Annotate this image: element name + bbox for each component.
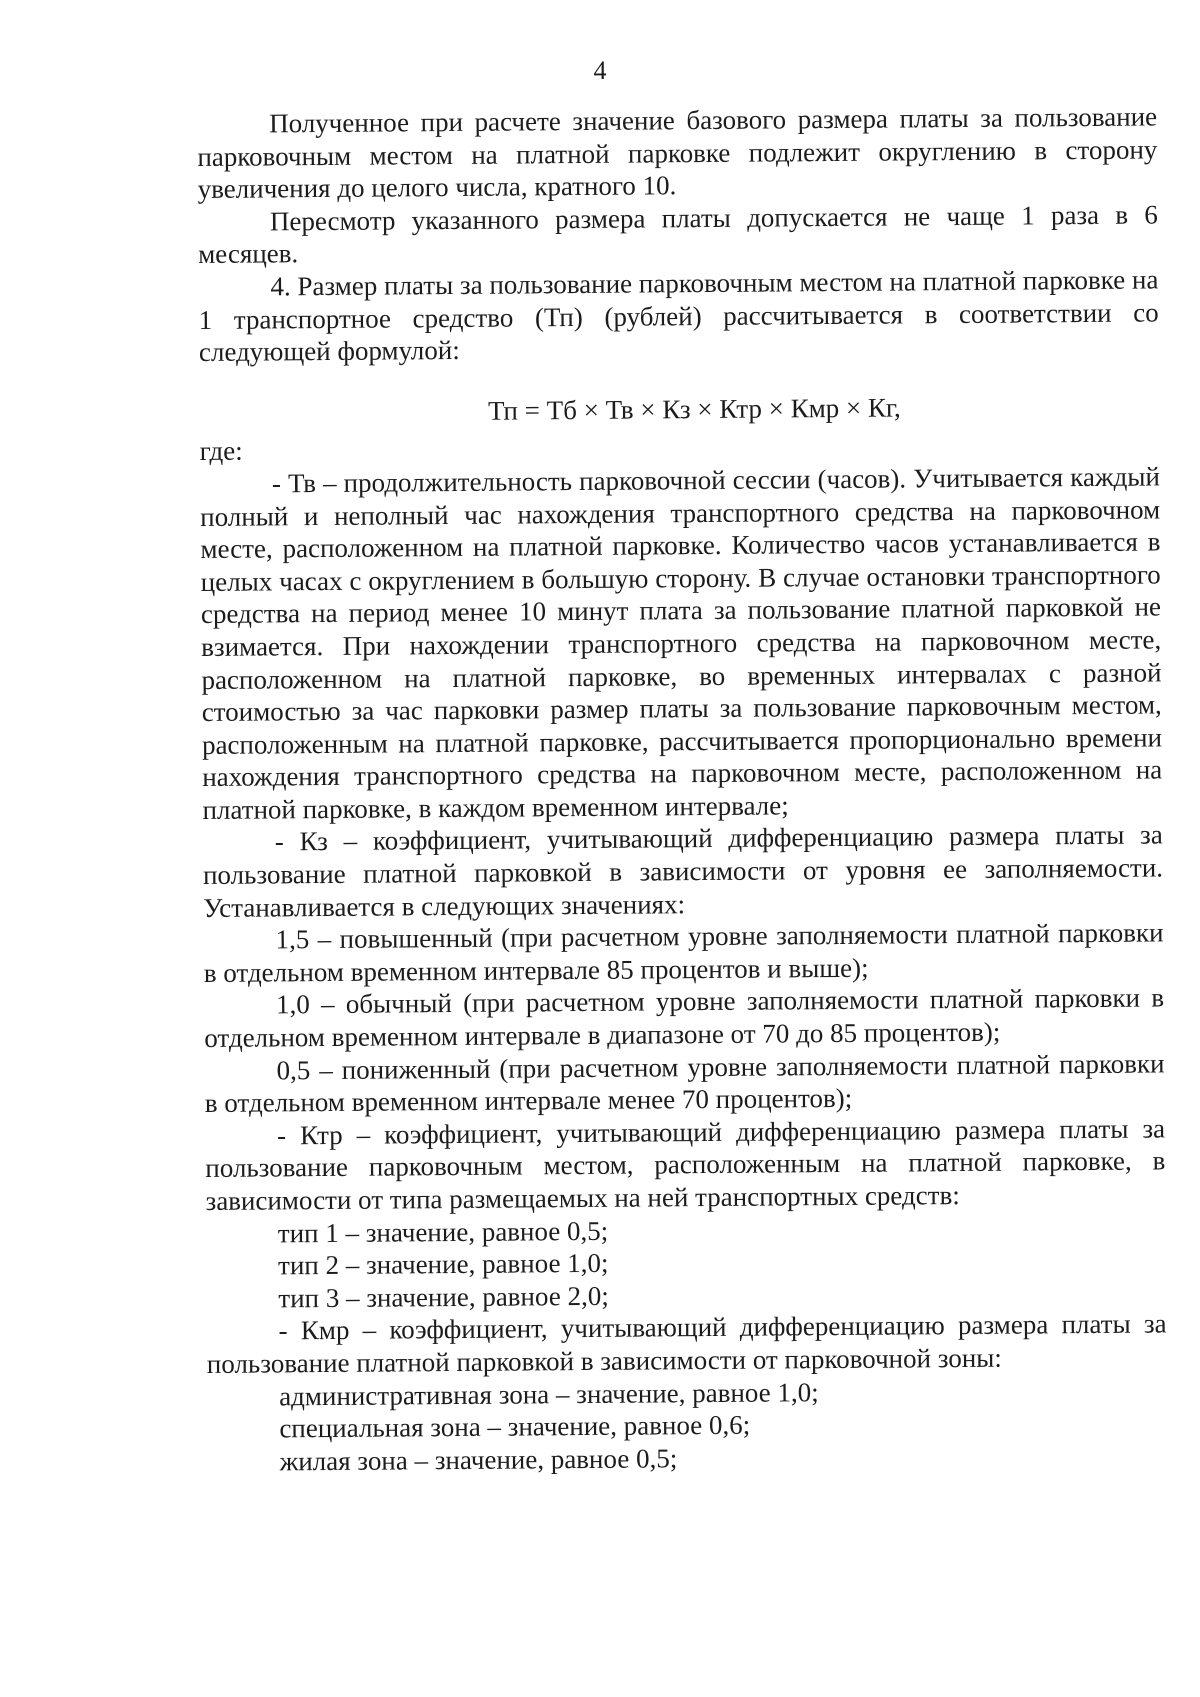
paragraph-fee-size: 4. Размер платы за пользование парковочным местом на платной парковке на 1 транспортное средство (Тп) (рублей) рассчитывается в соответствии со следующей формулой:: [198, 264, 1159, 368]
kz-value-raised: 1,5 – повышенный (при расчетном уровне заполняемости платной парковки в отдельном временном интервале 85 процентов и выше);: [203, 917, 1164, 988]
ktr-value-type-1: тип 1 – значение, равное 0,5;: [277, 1215, 609, 1248]
kmr-value-special: специальная зона – значение, равное 0,6;: [279, 1409, 751, 1444]
ktr-value-type-3: тип 3 – значение, равное 2,0;: [278, 1280, 609, 1314]
ktr-value-type-2: тип 2 – значение, равное 1,0;: [277, 1247, 609, 1281]
kmr-value-admin: административная зона – значение, равное 1,0;: [279, 1376, 819, 1411]
document-body: [197, 100, 1168, 1478]
fee-formula: Тп = Тб × Тв × Кз × Ктр × Кмр × Кг,: [487, 392, 901, 426]
kmr-value-residential: жилая зона – значение, равное 0,5;: [279, 1443, 678, 1477]
definition-kz: - Кз – коэффициент, учитывающий дифференциацию размера платы за пользование платной парковкой в зависимости от уровня ее заполняемости. Устанавливается в следующих значениях:: [202, 819, 1164, 923]
definition-ktr: - Ктр – коэффициент, учитывающий дифференциацию размера платы за пользование парковочным местом, расположенным на платной парковке, в зависимости от типа размещаемых на ней транспортных средств:: [205, 1113, 1166, 1216]
definition-tv: - Тв – продолжительность парковочной сессии (часов). Учитывается каждый полный и неполный час нахождения транспортного средства на парковочном месте, расположенном на платной парковке. Количество часов устанавливается в целых часах с округлением в большую сторону. В случае остановки транспортного средства на период менее 10 минут плата за пользование платной парковкой не взимается. При нахождении транспортного средства на парковочном месте, расположенном на платной парковке, во временных интервалах с разной стоимостью за час парковки размер платы за пользование парковочным местом, расположенным на платной парковке, рассчитывается пропорционально времени нахождения транспортного средства на парковочном месте, расположенном на платной парковке, в каждом временном интервале;: [200, 461, 1163, 825]
kz-value-normal: 1,0 – обычный (при расчетном уровне заполняемости платной парковки в отдельном временном интервале в диапазоне от 70 до 85 процентов);: [204, 982, 1165, 1054]
paragraph-revision: Пересмотр указанного размера платы допускается не чаще 1 раза в 6 месяцев.: [198, 199, 1158, 270]
page-number: 4: [593, 56, 607, 85]
kz-value-lowered: 0,5 – пониженный (при расчетном уровне заполняемости платной парковки в отдельном временном интервале менее 70 процентов);: [204, 1048, 1165, 1119]
paragraph-rounding: Полученное при расчете значение базового размера платы за пользование парковочным местом на платной парковке подлежит округлению в сторону увеличения до целого числа, кратного 10.: [197, 101, 1158, 205]
definition-kmr: - Кмр – коэффициент, учитывающий дифференциацию размера платы за пользование платной парковкой в зависимости от парковочной зоны:: [206, 1308, 1167, 1379]
where-label: где:: [199, 435, 243, 467]
